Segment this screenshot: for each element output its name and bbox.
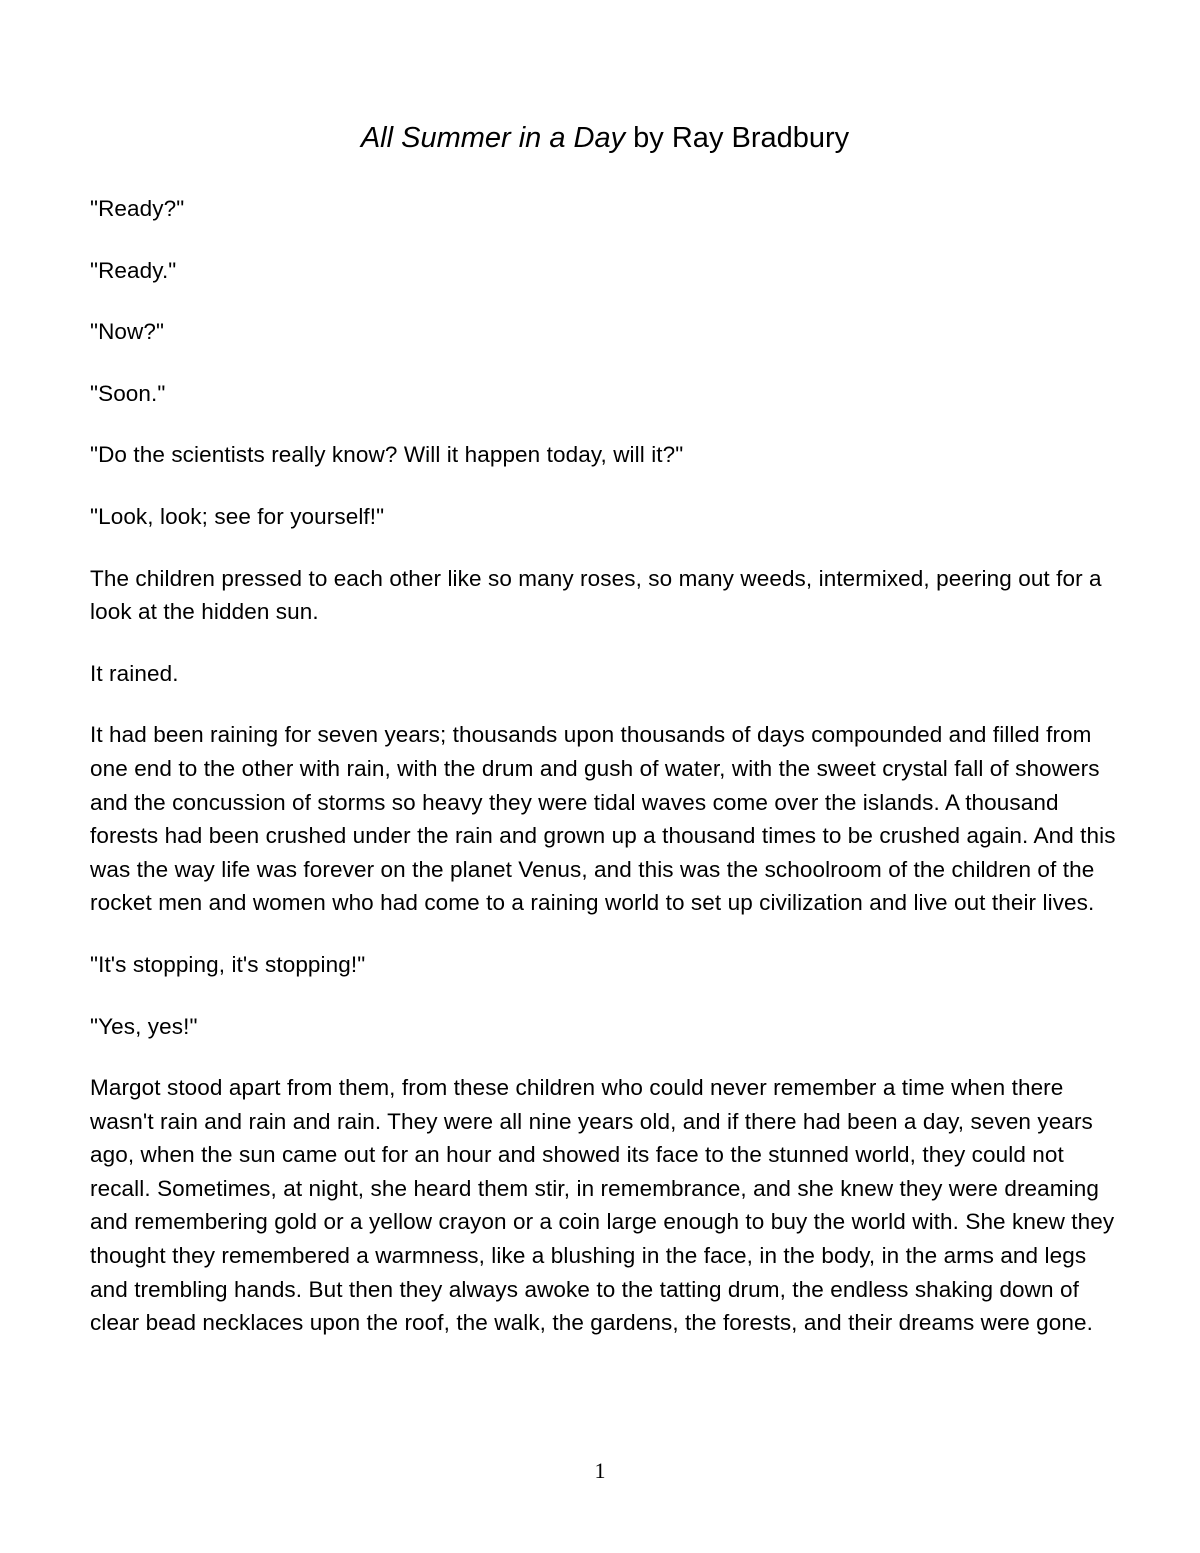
document-title	[90, 118, 1120, 158]
paragraph: Margot stood apart from them, from these children who could never remember a time when there wasn't rain and rain and rain. They were all nine years old, and if there had been a day, seven years ago, when the sun came out for an hour and showed its face to the stunned world, they could not recall. Sometimes, at night, she heard them stir, in remembrance, and she knew they were dreaming and remembering gold or a yellow crayon or a coin large enough to buy the world with. She knew they thought they remembered a warmness, like a blushing in the face, in the body, in the arms and legs and trembling hands. But then they always awoke to the tatting drum, the endless shaking down of clear bead necklaces upon the roof, the walk, the gardens, the forests, and their dreams were gone.	[90, 1075, 1115, 1336]
paragraph: "Now?"	[90, 319, 165, 345]
paragraph: "Do the scientists really know? Will it happen today, will it?"	[90, 442, 684, 468]
paragraph: "Look, look; see for yourself!"	[90, 503, 385, 529]
paragraph: "It's stopping, it's stopping!"	[90, 951, 366, 977]
page-number: 1	[594, 1458, 606, 1483]
paragraph: The children pressed to each other like so many roses, so many weeds, intermixed, peering out for a look at the hidden sun.	[90, 565, 1102, 625]
paragraph: It had been raining for seven years; thousands upon thousands of days compounded and filled from one end to the other with rain, with the drum and gush of water, with the sweet crystal fall of showers and the concussion of storms so heavy they were tidal waves come over the islands. A thousand forests had been crushed under the rain and grown up a thousand times to be crushed again. And this was the way life was forever on the planet Venus, and this was the schoolroom of the children of the rocket men and women who had come to a raining world to set up civilization and live out their lives.	[90, 722, 1116, 916]
paragraph: "Soon."	[90, 380, 166, 406]
paragraph: "Ready."	[90, 257, 177, 283]
paragraph: "Ready?"	[90, 196, 185, 221]
paragraph: "Yes, yes!"	[90, 1013, 198, 1039]
title-story-name: All Summer in a Day	[360, 122, 626, 154]
document-page	[90, 118, 1120, 1368]
title-author: by Ray Bradbury	[625, 122, 850, 154]
paragraph: It rained.	[90, 660, 179, 686]
